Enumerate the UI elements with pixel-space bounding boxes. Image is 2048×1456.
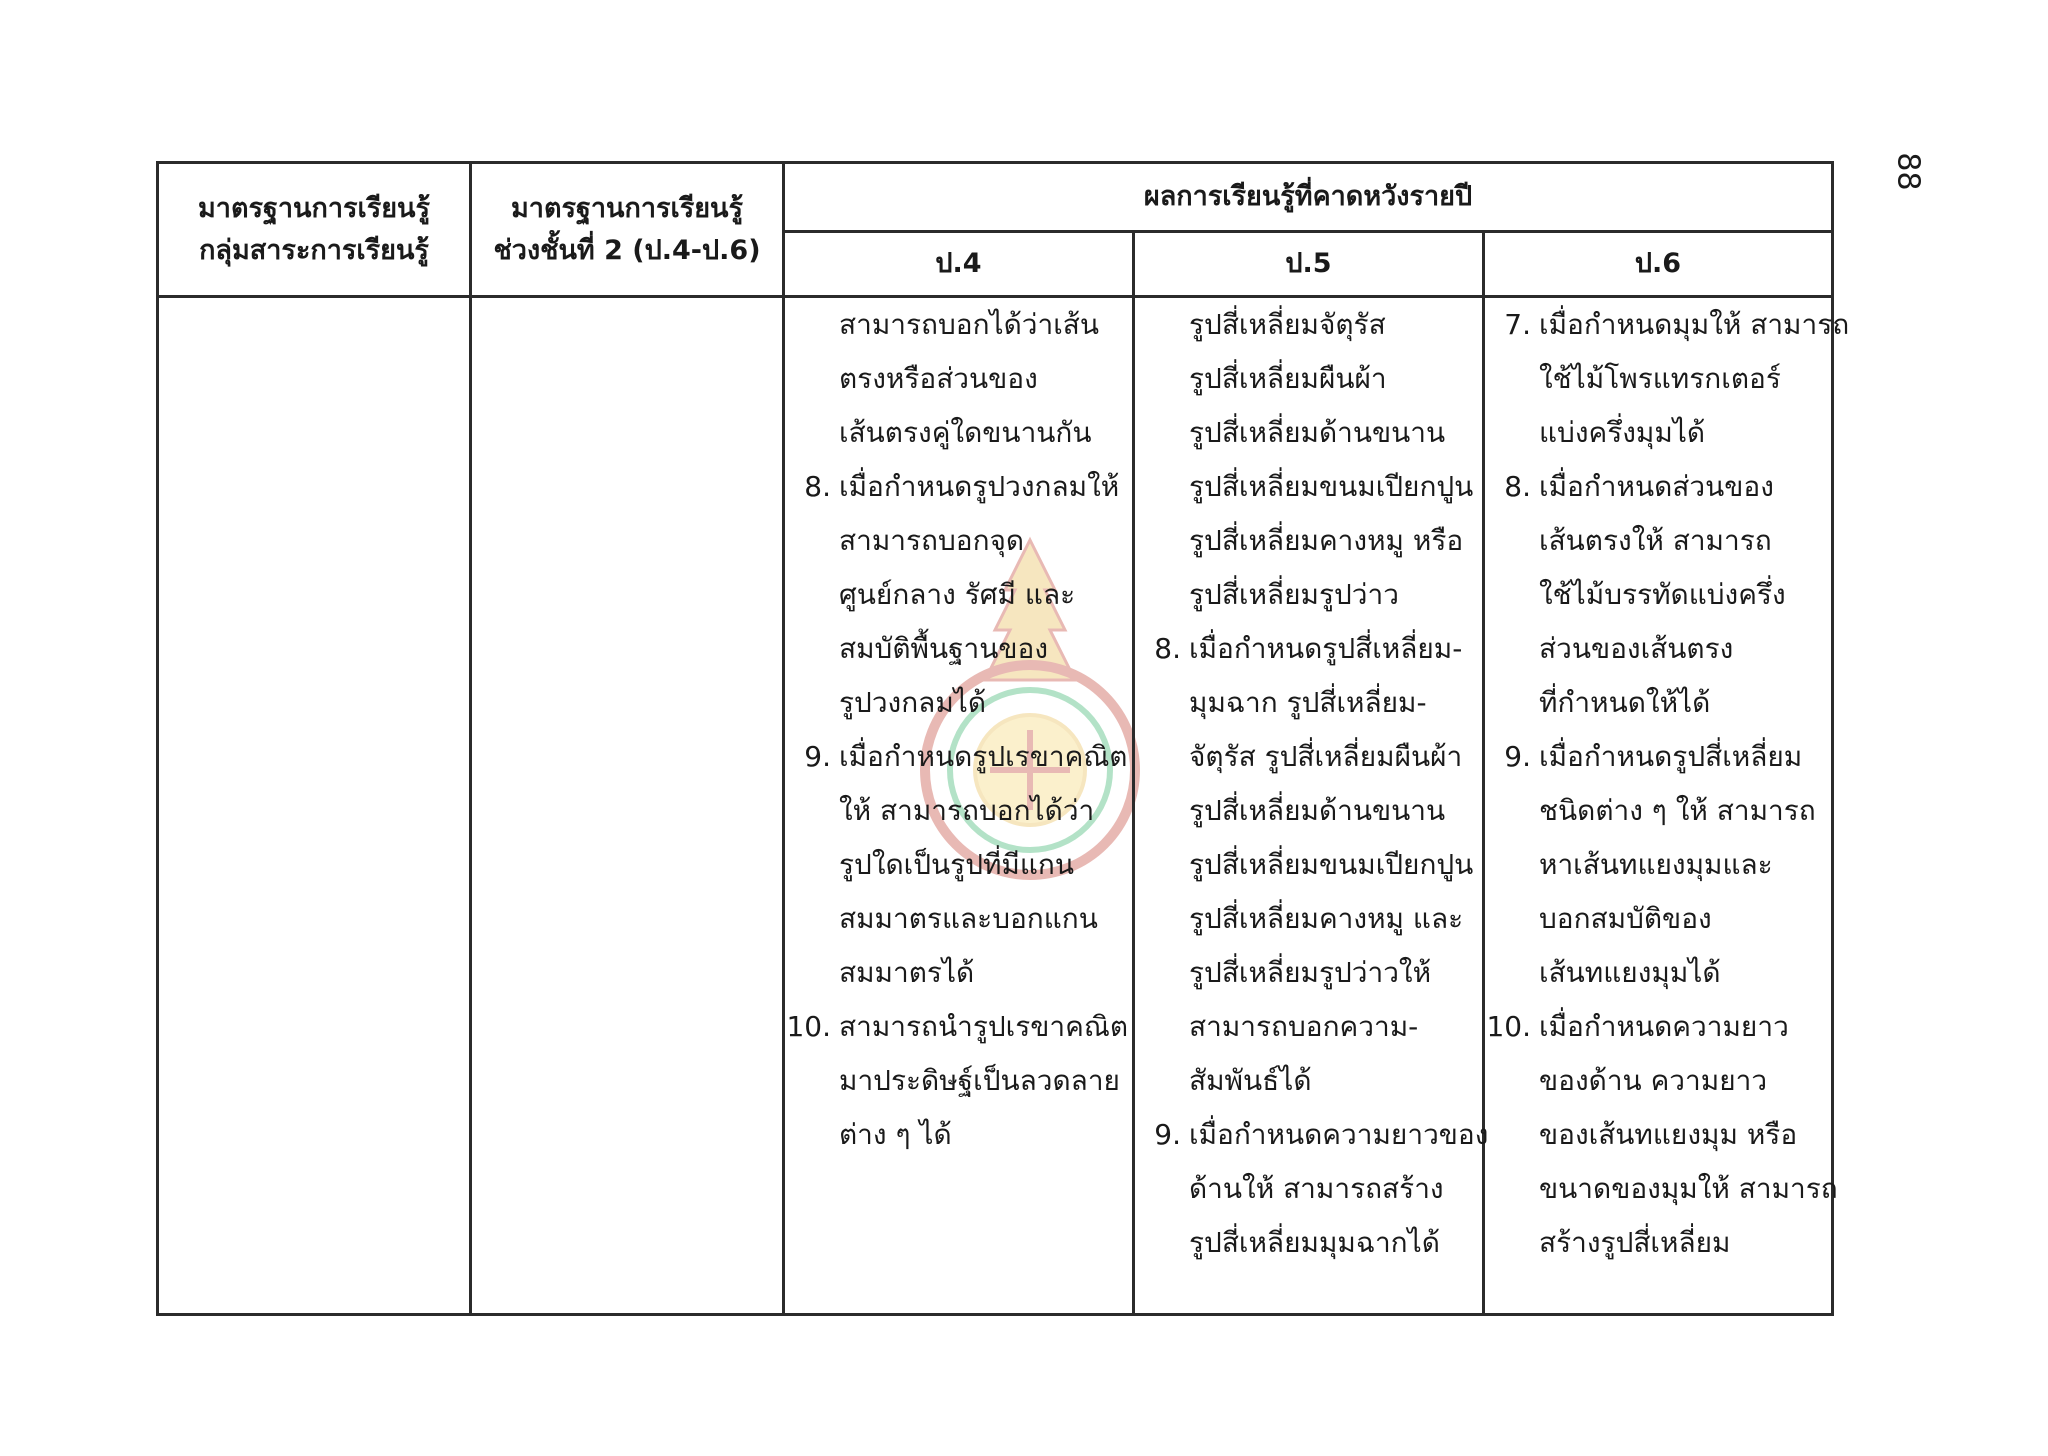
outcome-text-line: ใช้ไม้บรรทัดแบ่งครึ่ง [1539,578,1786,611]
outcome-number: 9. [1154,1118,1181,1151]
outcome-item [785,730,1128,1000]
outcome-text-line: รูปใดเป็นรูปที่มีแกน [839,848,1075,881]
outcome-number: 8. [804,470,831,503]
outcome-item [1135,298,1472,622]
outcome-text-line: เส้นทแยงมุมได้ [1539,956,1721,989]
outcome-item [1135,622,1472,1108]
outcome-text-line: ตรงหรือส่วนของ [839,362,1038,395]
page-number: 88 [1890,152,1926,191]
outcome-text-line: สัมพันธ์ได้ [1189,1064,1312,1097]
header-grade-p5: ป.5 [1134,232,1484,297]
subject-standard-cell [158,297,471,1315]
outcome-text-line: ให้ สามารถบอกได้ว่า [839,794,1095,827]
outcome-text-line: รูปสี่เหลี่ยมขนมเปียกปูน [1189,848,1474,881]
outcome-text-line: รูปสี่เหลี่ยมด้านขนาน [1189,416,1446,449]
outcome-text-line: ส่วนของเส้นตรง [1539,632,1734,665]
outcome-text-line: เมื่อกำหนดรูปวงกลมให้ [839,470,1120,503]
outcomes-p4-list [785,298,1132,1162]
outcome-text-line: รูปสี่เหลี่ยมผืนผ้า [1189,362,1387,395]
outcome-text-line: รูปสี่เหลี่ยมมุมฉากได้ [1189,1226,1440,1259]
outcomes-p6-cell [1484,297,1850,1315]
outcome-text-line: รูปสี่เหลี่ยมด้านขนาน [1189,794,1446,827]
outcome-item [1485,730,1821,1000]
outcome-number: 10. [1486,1010,1531,1043]
outcome-text-line: เมื่อกำหนดส่วนของ [1539,470,1774,503]
outcome-text-line: สร้างรูปสี่เหลี่ยม [1539,1226,1731,1259]
outcome-text-line: แบ่งครึ่งมุมได้ [1539,416,1706,449]
outcome-text-line: รูปสี่เหลี่ยมคางหมู หรือ [1189,524,1464,557]
outcome-number: 8. [1504,470,1531,503]
outcome-item [1135,1108,1489,1270]
outcomes-p4-cell [784,297,1134,1315]
header-grade-p6: ป.6 [1484,232,1833,297]
outcome-text-line: รูปสี่เหลี่ยมจัตุรัส [1189,308,1386,341]
outcome-text-line: รูปสี่เหลี่ยมขนมเปียกปูน [1189,470,1474,503]
outcome-text-line: สามารถนำรูปเรขาคณิต [839,1010,1129,1043]
learning-standards-table [156,161,1850,1316]
outcome-item [1485,1000,1838,1270]
outcomes-p5-cell [1134,297,1489,1315]
outcomes-p5-list [1135,298,1489,1270]
outcome-number: 9. [1504,740,1531,773]
outcome-text-line: สามารถบอกความ- [1189,1010,1419,1043]
outcome-text-line: รูปสี่เหลี่ยมรูปว่าว [1189,578,1399,611]
header-subject-line-1: มาตรฐานการเรียนรู้ [197,192,431,224]
outcome-text-line: เส้นตรงคู่ใดขนานกัน [839,416,1092,449]
outcome-text-line: ขนาดของมุมให้ สามารถ [1539,1172,1838,1205]
outcome-text-line: เมื่อกำหนดมุมให้ สามารถ [1539,308,1850,341]
outcome-text-line: หาเส้นทแยงมุมและ [1539,848,1773,881]
outcome-text-line: ต่าง ๆ ได้ [839,1118,952,1151]
outcome-text-line: สามารถบอกจุด [839,524,1025,557]
outcome-number: 8. [1154,632,1181,665]
outcome-text-line: เมื่อกำหนดรูปเรขาคณิต [839,740,1128,773]
header-subject-standard [158,163,471,297]
outcome-text-line: รูปสี่เหลี่ยมคางหมู และ [1189,902,1464,935]
outcome-text-line: รูปวงกลมได้ [839,686,987,719]
outcome-number: 9. [804,740,831,773]
outcome-text-line: สมมาตรได้ [839,956,975,989]
outcome-text-line: ของเส้นทแยงมุม หรือ [1539,1118,1798,1151]
outcome-item [785,460,1122,730]
outcome-text-line: เมื่อกำหนดความยาว [1539,1010,1789,1043]
outcome-text-line: สามารถบอกได้ว่าเส้น [839,308,1100,341]
outcome-text-line: สมบัติพื้นฐานของ [839,632,1049,665]
outcome-text-line: มาประดิษฐ์เป็นลวดลาย [839,1064,1120,1097]
header-level-standard [471,163,784,297]
outcome-text-line: ด้านให้ สามารถสร้าง [1189,1172,1444,1205]
outcome-item [785,1000,1129,1162]
outcome-text-line: เมื่อกำหนดรูปสี่เหลี่ยม- [1189,632,1463,665]
outcome-text-line: เมื่อกำหนดความยาวของ [1189,1118,1489,1151]
outcome-text-line: มุมฉาก รูปสี่เหลี่ยม- [1189,686,1427,719]
outcome-text-line: ที่กำหนดให้ได้ [1539,686,1711,719]
level-standard-cell [471,297,784,1315]
outcome-item [785,298,1122,460]
outcome-item [1485,298,1850,460]
outcome-text-line: เมื่อกำหนดรูปสี่เหลี่ยม [1539,740,1803,773]
header-grade-p4: ป.4 [784,232,1134,297]
header-subject-line-2: กลุ่มสาระการเรียนรู้ [199,234,429,266]
outcome-item [1485,460,1821,730]
outcome-text-line: รูปสี่เหลี่ยมรูปว่าวให้ [1189,956,1432,989]
outcome-text-line: ใช้ไม้โพรแทรกเตอร์ [1539,362,1781,395]
header-expected-outcomes: ผลการเรียนรู้ที่คาดหวังรายปี [784,163,1833,232]
outcome-number: 7. [1504,308,1531,341]
outcome-text-line: ศูนย์กลาง รัศมี และ [839,578,1076,611]
outcome-text-line: ชนิดต่าง ๆ ให้ สามารถ [1539,794,1816,827]
header-level-line-2: ช่วงชั้นที่ 2 (ป.4-ป.6) [493,234,761,266]
outcome-text-line: จัตุรัส รูปสี่เหลี่ยมผืนผ้า [1189,740,1463,773]
header-level-line-1: มาตรฐานการเรียนรู้ [510,192,744,224]
outcome-text-line: สมมาตรและบอกแกน [839,902,1098,935]
outcome-text-line: เส้นตรงให้ สามารถ [1539,524,1772,557]
outcomes-p6-list [1485,298,1850,1270]
outcome-number: 10. [786,1010,831,1043]
outcome-text-line: ของด้าน ความยาว [1539,1064,1768,1097]
outcome-text-line: บอกสมบัติของ [1539,902,1712,935]
